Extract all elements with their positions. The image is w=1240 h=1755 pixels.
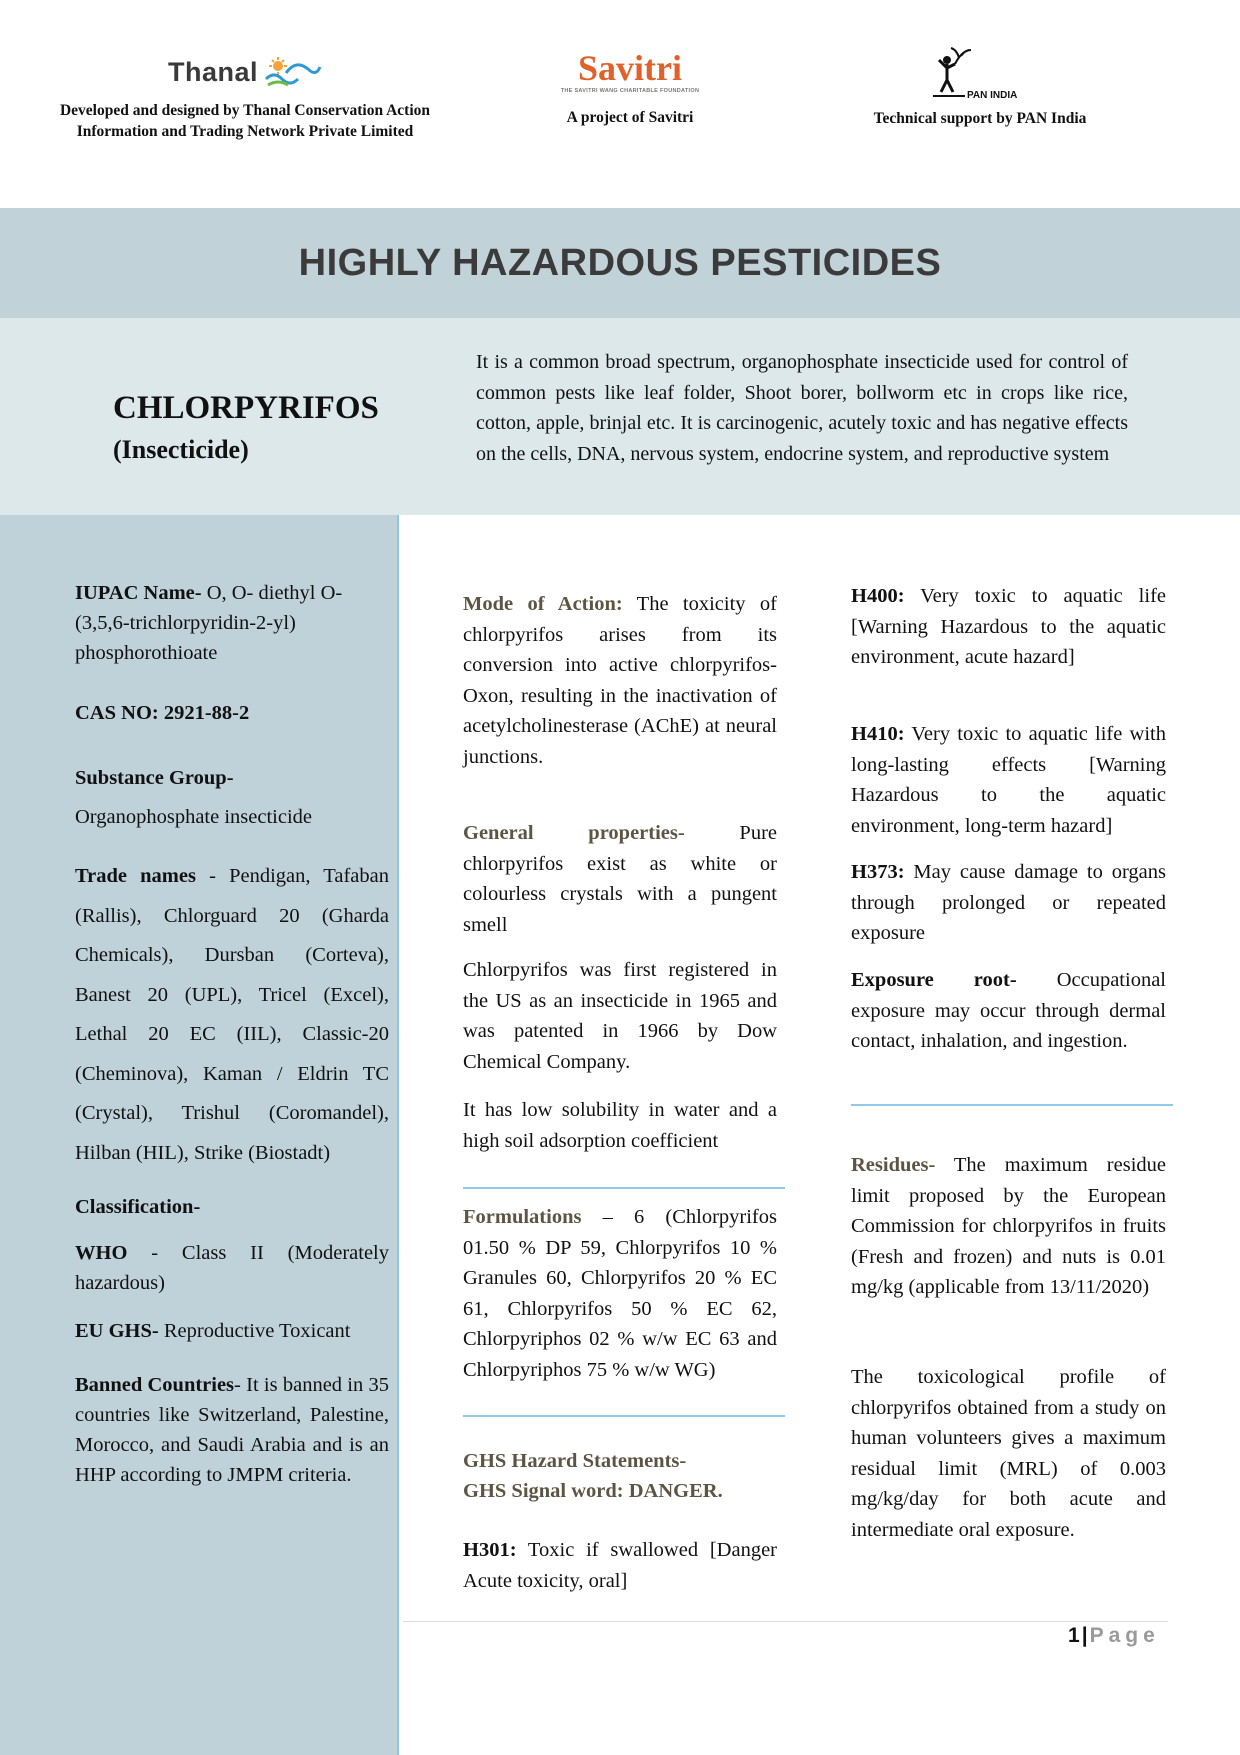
- trade-names-value: - Pendigan, Tafaban (Rallis), Chlorguard 20 (Gharda Chemicals), Dursban (Corteva), Banest 20 (UPL), Tricel (Excel), Lethal 20 EC (IIL), Classic-20 (Cheminova), Kaman / Eldrin TC (Crystal), Trishul (Coromandel), Hilban (HIL), Strike (Biostadt): [75, 865, 390, 1164]
- ghs-hazard-label: GHS Hazard Statements-: [463, 1450, 687, 1472]
- substance-group-label-row: [75, 763, 389, 793]
- title-band: [0, 208, 1240, 318]
- page-title: HIGHLY HAZARDOUS PESTICIDES: [298, 241, 942, 284]
- iupac-label: IUPAC Name-: [75, 582, 202, 604]
- page-word: Page: [1089, 1624, 1160, 1647]
- mode-of-action: [463, 589, 777, 772]
- footer-divider: [403, 1621, 1168, 1622]
- toxicology-paragraph: The toxicological profile of chlorpyrifos obtained from a study on human volunteers gives a maximum residual limit (MRL) of 0.003 mg/kg/day for both acute and intermediate oral exposure.: [851, 1366, 1166, 1541]
- hazard-h301: [463, 1535, 777, 1596]
- classification-label: Classification-: [75, 1196, 201, 1218]
- thanal-credit-block: [20, 52, 470, 142]
- iupac-name: [75, 578, 389, 668]
- who-value: - Class II (Moderately hazardous): [75, 1242, 389, 1294]
- savitri-credit-text: A project of Savitri: [566, 109, 694, 126]
- page-number: [1068, 1624, 1160, 1648]
- exposure-value: Occupational exposure may occur through dermal contact, inhalation, and ingestion.: [851, 969, 1166, 1052]
- trade-names: [75, 857, 389, 1173]
- formulations: [463, 1202, 777, 1385]
- savitri-logo-text: Savitri: [578, 48, 682, 88]
- who-label: WHO: [75, 1242, 128, 1264]
- h410-label: H410:: [851, 723, 905, 745]
- solubility-paragraph: It has low solubility in water and a high soil adsorption coefficient: [463, 1099, 777, 1152]
- h400-value: Very toxic to aquatic life [Warning Hazardous to the aquatic environment, acute hazard]: [851, 585, 1166, 668]
- eu-ghs-value: Reproductive Toxicant: [158, 1320, 351, 1342]
- history-paragraph: Chlorpyrifos was first registered in the US as an insecticide in 1965 and was patented in 1966 by Dow Chemical Company.: [463, 959, 777, 1073]
- thanal-credit-text: Developed and designed by Thanal Conservation Action Information and Trading Network Private Limited: [59, 102, 431, 140]
- banned-value: - It is banned in 35 countries like Switzerland, Palestine, Morocco, and Saudi Arabia and is an HHP according to JMPM criteria.: [75, 1374, 390, 1486]
- ghs-hazard-heading: [463, 1446, 777, 1477]
- mode-of-action-value: The toxicity of chlorpyrifos arises from its conversion into active chlorpyrifos-Oxon, resulting in the inactivation of acetylcholinesterase (AChE) at neural junctions.: [463, 593, 777, 768]
- substance-group-value-row: [75, 802, 389, 832]
- iupac-value: O, O- diethyl O-(3,5,6-trichlorpyridin-2-yl) phosphorothioate: [75, 582, 343, 664]
- hazard-h410: [851, 719, 1166, 841]
- divider-line: [851, 1104, 1173, 1106]
- classification: [75, 1192, 389, 1222]
- cas-text: CAS NO: 2921-88-2: [75, 702, 250, 724]
- general-properties-label: General properties-: [463, 822, 685, 844]
- thanal-wave-icon: [264, 55, 322, 89]
- chemical-description: It is a common broad spectrum, organophosphate insecticide used for control of common pests like leaf folder, Shoot borer, bollworm etc in crops like rice, cotton, apple, brinjal etc. It is carcinogenic, acutely toxic and has negative effects on the cells, DNA, nervous system, endocrine system, and reproductive system: [476, 351, 1128, 465]
- h373-value: May cause damage to organs through prolonged or repeated exposure: [851, 861, 1166, 944]
- exposure-label: Exposure root-: [851, 969, 1017, 991]
- h400-label: H400:: [851, 585, 905, 607]
- substance-group-label: Substance Group-: [75, 767, 234, 789]
- general-properties-value: Pure chlorpyrifos exist as white or colourless crystals with a pungent smell: [463, 822, 778, 936]
- who-classification: [75, 1238, 389, 1298]
- h301-value: Toxic if swallowed [Danger Acute toxicity, oral]: [463, 1539, 777, 1592]
- savitri-credit-block: [500, 50, 760, 128]
- residues-value: The maximum residue limit proposed by the European Commission for chlorpyrifos in fruits (Fresh and frozen) and nuts is 0.01 mg/kg (applicable from 13/11/2020): [851, 1154, 1166, 1298]
- savitri-logo-subtitle: THE SAVITRI WANG CHARITABLE FOUNDATION: [560, 88, 700, 94]
- banned-label: Banned Countries: [75, 1374, 235, 1396]
- mode-of-action-label: Mode of Action:: [463, 593, 623, 615]
- eu-ghs: [75, 1316, 389, 1346]
- ghs-signal-label: GHS Signal word: DANGER.: [463, 1480, 723, 1502]
- residues-label: Residues-: [851, 1154, 936, 1176]
- divider-line: [463, 1187, 785, 1189]
- substance-group-value: Organophosphate insecticide: [75, 806, 313, 828]
- h373-label: H373:: [851, 861, 905, 883]
- cas-number: [75, 698, 389, 728]
- pan-credit-text: Technical support by PAN India: [873, 110, 1087, 127]
- chemical-type: (Insecticide): [113, 435, 249, 464]
- thanal-logo: [168, 52, 322, 92]
- formulations-value: – 6 (Chlorpyrifos 01.50 % DP 59, Chlorpyrifos 10 % Granules 60, Chlorpyrifos 20 % EC 61, Chlorpyrifos 50 % EC 62, Chlorpyriphos 02 % w/w EC 63 and Chlorpyriphos 75 % w/w WG): [463, 1206, 777, 1381]
- ghs-signal-row: [463, 1476, 777, 1507]
- formulations-label: Formulations: [463, 1206, 582, 1228]
- page-separator: |: [1081, 1624, 1090, 1647]
- thanal-logo-text: Thanal: [167, 56, 258, 87]
- pan-credit-block: [840, 44, 1120, 129]
- divider-line: [463, 1415, 785, 1417]
- chemical-name: CHLORPYRIFOS: [113, 390, 379, 426]
- banned-countries: [75, 1370, 389, 1490]
- hazard-h373: [851, 857, 1166, 949]
- general-properties: [463, 818, 777, 940]
- trade-names-label: Trade names: [75, 865, 196, 887]
- exposure-route: [851, 965, 1166, 1057]
- residues: [851, 1150, 1166, 1303]
- hazard-h400: [851, 581, 1166, 673]
- page-number-value: 1: [1068, 1624, 1082, 1647]
- pan-logo-text: PAN INDIA: [967, 90, 1018, 101]
- h301-label: H301:: [463, 1539, 517, 1561]
- eu-ghs-label: EU GHS-: [75, 1320, 159, 1342]
- pan-figure-icon: [925, 46, 1035, 102]
- pan-india-logo: [840, 44, 1120, 102]
- h410-value: Very toxic to aquatic life with long-lasting effects [Warning Hazardous to the aquatic environment, long-term hazard]: [851, 723, 1166, 837]
